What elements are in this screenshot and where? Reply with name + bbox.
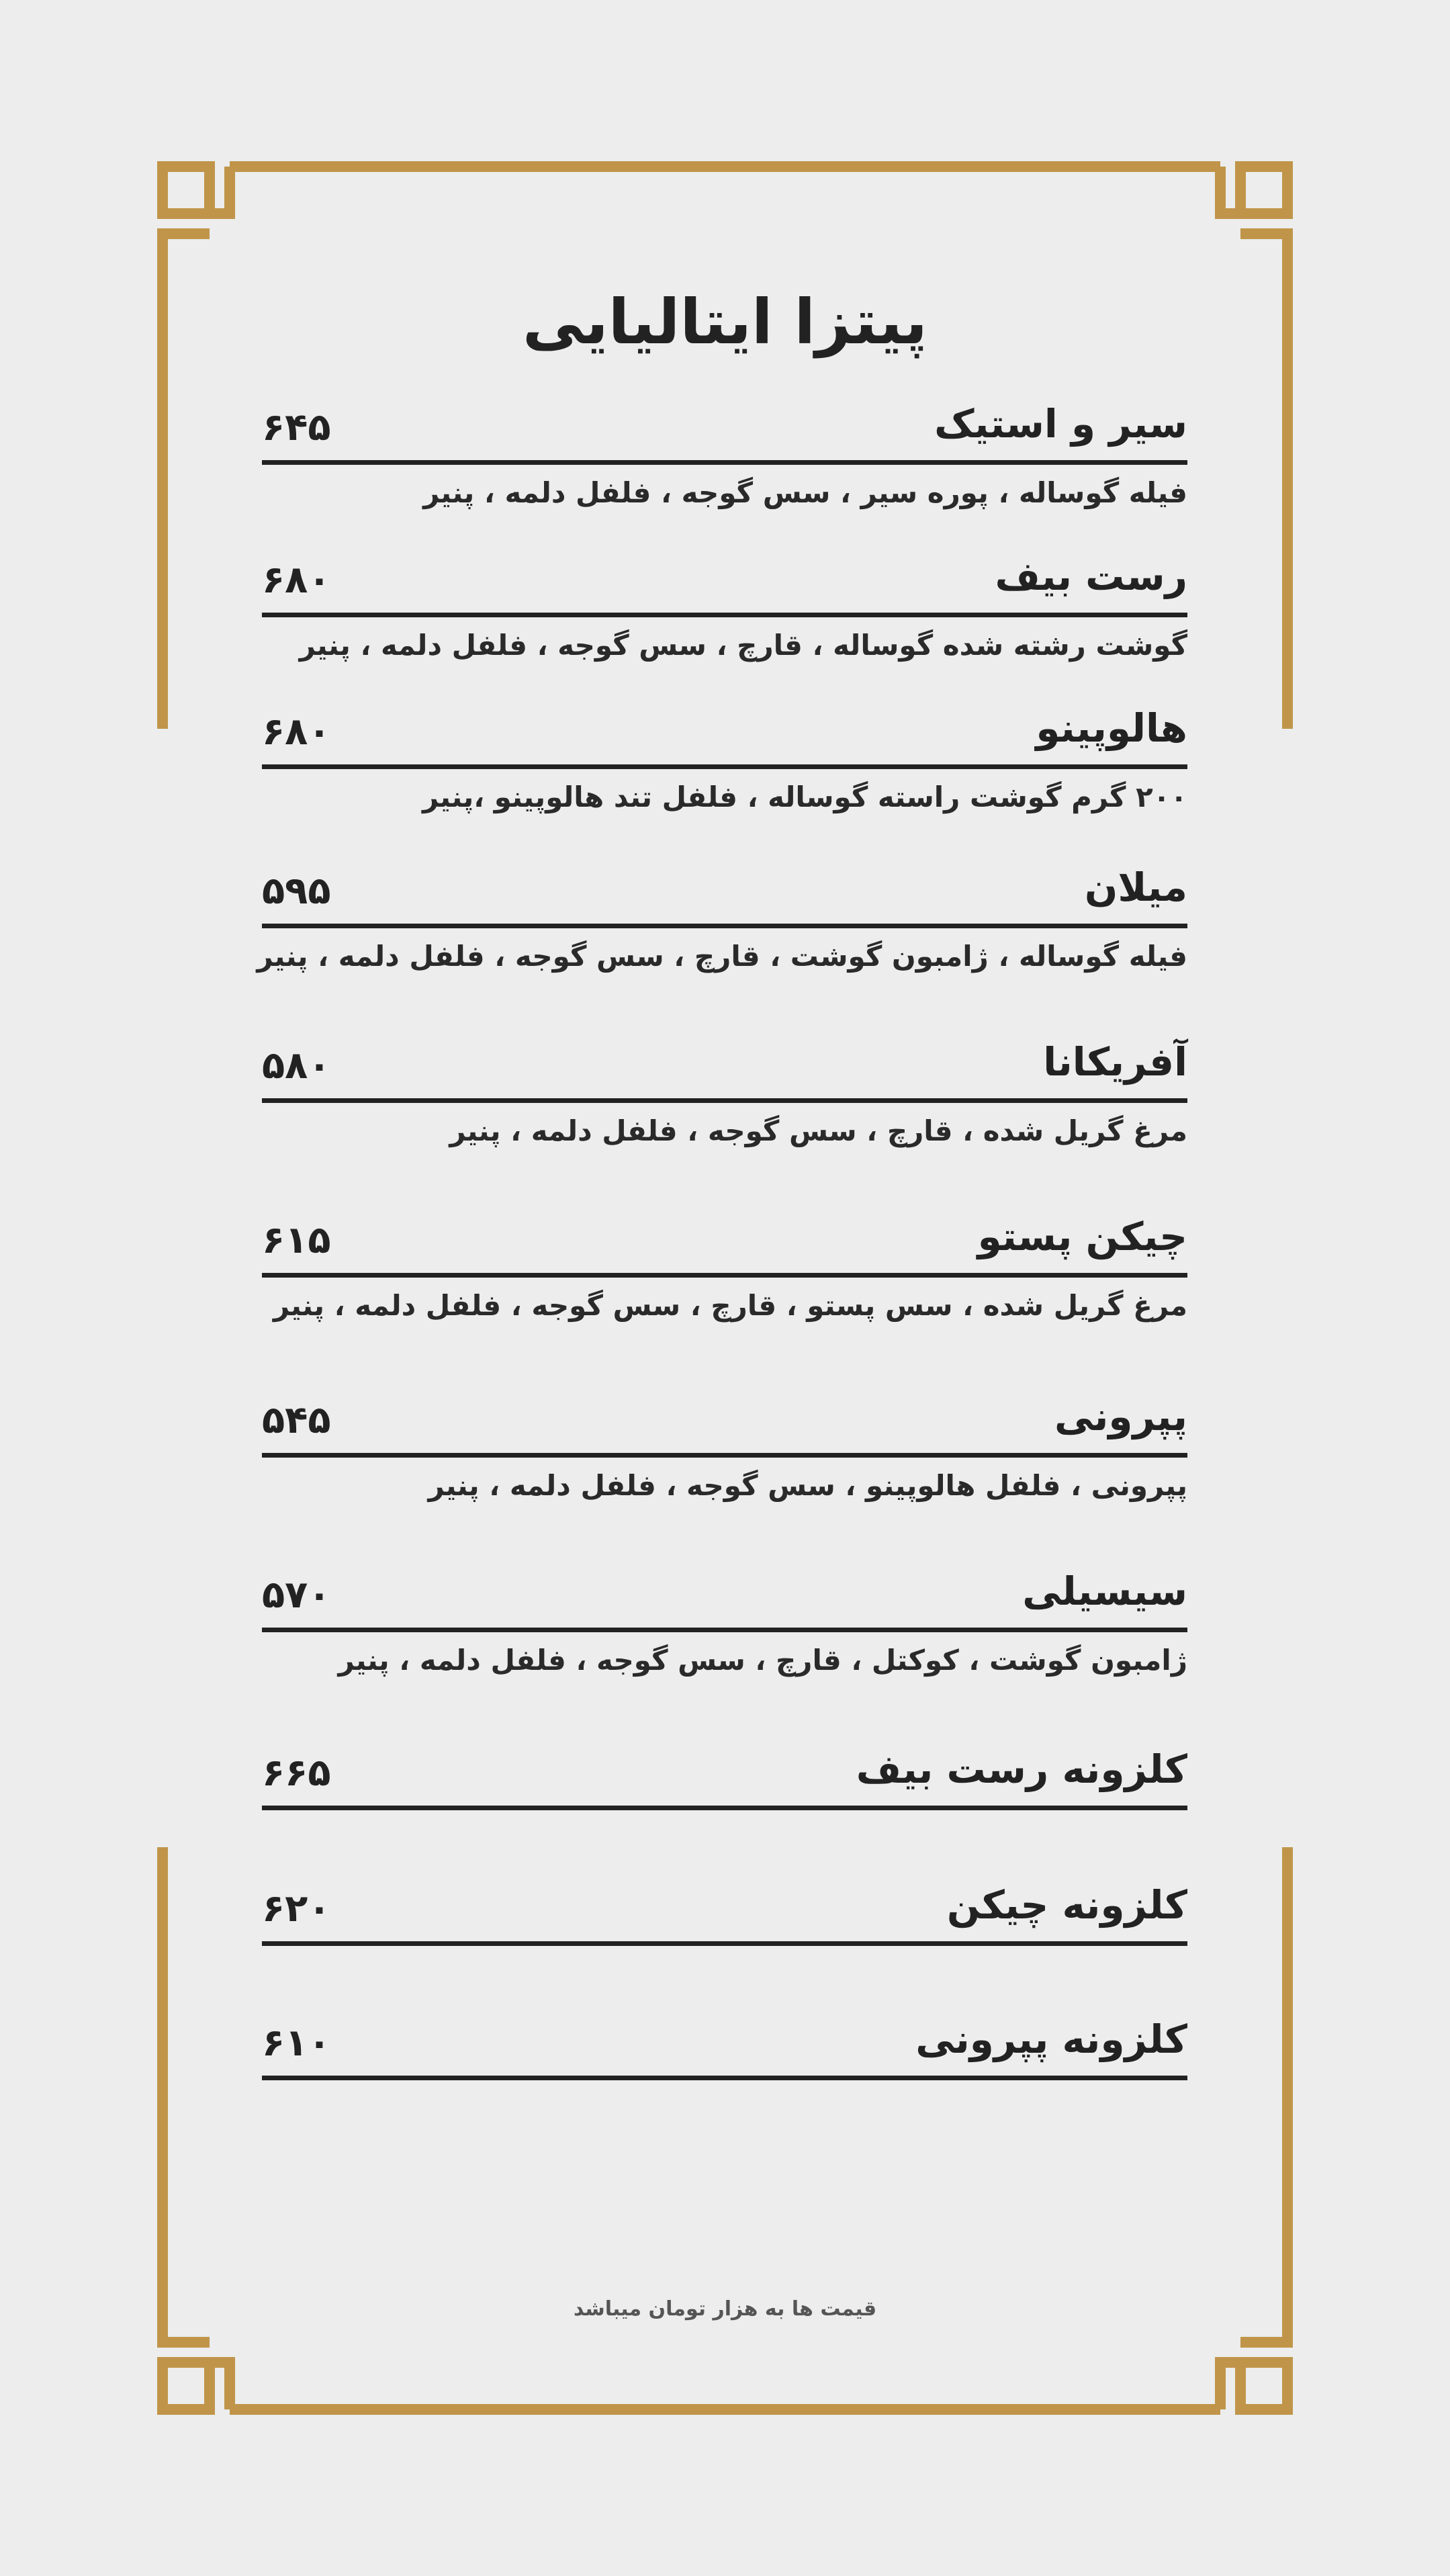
item-price: ۶۴۵	[262, 406, 331, 449]
item-price: ۵۸۰	[262, 1044, 331, 1087]
item-name: میلان	[1084, 864, 1187, 910]
item-price: ۵۹۵	[262, 869, 331, 913]
item-name: کلزونه پپرونی	[915, 2016, 1187, 2062]
menu-title: پیتزا ایتالیایی	[523, 286, 927, 358]
menu-item	[262, 1018, 1187, 1151]
item-description: فیله گوساله ، پوره سیر ، سس گوجه ، فلفل دلمه ، پنیر	[423, 476, 1187, 509]
menu-item	[262, 1192, 1187, 1326]
item-price: ۶۸۰	[262, 558, 331, 602]
menu-item	[262, 532, 1187, 666]
item-name: پپرونی	[1054, 1394, 1187, 1439]
item-description: مرغ گریل شده ، سس پستو ، قارچ ، سس گوجه ، فلفل دلمه ، پنیر	[273, 1289, 1187, 1322]
item-description: ۲۰۰ گرم گوشت راسته گوساله ، فلفل تند هالوپینو ،پنیر	[422, 781, 1187, 813]
item-price: ۶۲۰	[262, 1887, 331, 1930]
item-name: آفریکانا	[1043, 1039, 1187, 1085]
menu-item	[262, 1372, 1187, 1506]
item-description: فیله گوساله ، ژامبون گوشت ، قارچ ، سس گوجه ، فلفل دلمه ، پنیر	[257, 940, 1187, 973]
menu-item	[262, 1725, 1187, 1810]
menu-item	[262, 1995, 1187, 2080]
item-name: چیکن پستو	[977, 1214, 1187, 1259]
item-price: ۶۱۵	[262, 1218, 331, 1262]
item-price: ۶۱۰	[262, 2021, 331, 2065]
item-price: ۶۶۵	[262, 1751, 331, 1795]
item-description: گوشت رشته شده گوساله ، قارچ ، سس گوجه ، فلفل دلمه ، پنیر	[299, 629, 1187, 662]
item-name: سیر و استیک	[934, 401, 1187, 447]
menu-item	[257, 843, 1187, 977]
item-description: مرغ گریل شده ، قارچ ، سس گوجه ، فلفل دلمه ، پنیر	[449, 1114, 1187, 1147]
item-price: ۶۸۰	[262, 710, 331, 754]
menu-item	[262, 1547, 1187, 1681]
item-name: هالوپینو	[1036, 705, 1187, 751]
menu-item	[262, 380, 1187, 513]
item-name: سیسیلی	[1022, 1568, 1187, 1614]
item-description: ژامبون گوشت ، کوکتل ، قارچ ، سس گوجه ، فلفل دلمه ، پنیر	[338, 1644, 1187, 1677]
menu-item	[262, 1861, 1187, 1946]
item-description: پپرونی ، فلفل هالوپینو ، سس گوجه ، فلفل دلمه ، پنیر	[428, 1469, 1187, 1502]
menu-item	[262, 684, 1187, 817]
price-note: قیمت ها به هزار تومان میباشد	[573, 2297, 877, 2321]
item-name: کلزونه رست بیف	[856, 1746, 1187, 1792]
item-name: کلزونه چیکن	[946, 1882, 1187, 1928]
item-price: ۵۴۵	[262, 1398, 331, 1442]
item-price: ۵۷۰	[262, 1573, 331, 1617]
item-name: رست بیف	[995, 553, 1187, 599]
